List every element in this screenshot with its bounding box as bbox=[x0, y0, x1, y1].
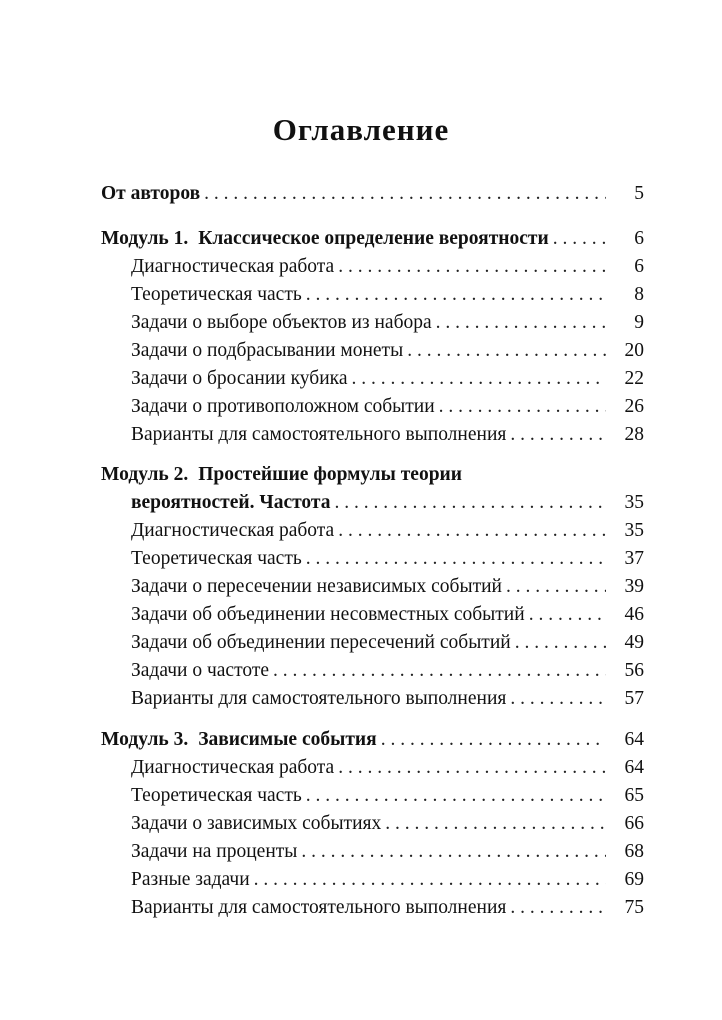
toc-page-number: 20 bbox=[624, 340, 644, 361]
toc-entry-label: Задачи о подбрасывании монеты bbox=[131, 340, 404, 361]
toc-page-number: 46 bbox=[624, 604, 644, 625]
toc-entry-module-1[interactable] bbox=[101, 226, 644, 252]
toc-entry[interactable] bbox=[131, 783, 644, 809]
leader-dots bbox=[510, 895, 606, 921]
toc-entry[interactable] bbox=[131, 546, 644, 572]
toc-entry[interactable] bbox=[131, 686, 644, 712]
toc-page-number: 68 bbox=[624, 841, 644, 862]
leader-dots bbox=[436, 310, 606, 336]
toc-page-number: 28 bbox=[624, 424, 644, 445]
toc-entry-label: Варианты для самостоятельного выполнения bbox=[131, 897, 507, 918]
leader-dots bbox=[407, 338, 606, 364]
toc-entry[interactable] bbox=[131, 254, 644, 280]
toc-page-number: 6 bbox=[634, 228, 644, 249]
toc-entry[interactable] bbox=[131, 867, 644, 893]
toc-entry[interactable] bbox=[131, 574, 644, 600]
toc-entry-module-2-line1[interactable] bbox=[101, 462, 644, 488]
toc-entry-label: Задачи о противоположном событии bbox=[131, 396, 435, 417]
toc-page-number: 22 bbox=[624, 368, 644, 389]
toc-page-number: 26 bbox=[624, 396, 644, 417]
toc-entry-label: Задачи о выборе объектов из набора bbox=[131, 312, 432, 333]
leader-dots bbox=[254, 867, 606, 893]
toc-entry-label: Теоретическая часть bbox=[131, 785, 302, 806]
module-number: Модуль 2. bbox=[101, 464, 189, 485]
toc-page-number: 66 bbox=[624, 813, 644, 834]
module-title: Простейшие формулы теории bbox=[198, 464, 463, 485]
toc-entry[interactable] bbox=[131, 839, 644, 865]
toc-page-number: 49 bbox=[624, 632, 644, 653]
toc-entry[interactable] bbox=[131, 658, 644, 684]
toc-entry-label: Задачи о частоте bbox=[131, 660, 270, 681]
leader-dots bbox=[515, 630, 606, 656]
toc-page-number: 56 bbox=[624, 660, 644, 681]
leader-dots bbox=[335, 490, 607, 516]
toc-entry[interactable] bbox=[131, 630, 644, 656]
leader-dots bbox=[306, 783, 606, 809]
leader-dots bbox=[529, 602, 606, 628]
toc-entry-label: Задачи на проценты bbox=[131, 841, 298, 862]
toc-page-number: 57 bbox=[624, 688, 644, 709]
toc-page-number: 39 bbox=[624, 576, 644, 597]
leader-dots bbox=[273, 658, 606, 684]
leader-dots bbox=[510, 686, 606, 712]
leader-dots bbox=[306, 546, 606, 572]
leader-dots bbox=[338, 755, 606, 781]
toc-entry-label: Варианты для самостоятельного выполнения bbox=[131, 424, 507, 445]
toc-page-number: 75 bbox=[624, 897, 644, 918]
toc-entry[interactable] bbox=[131, 422, 644, 448]
toc-entry[interactable] bbox=[131, 895, 644, 921]
toc-entry[interactable] bbox=[131, 755, 644, 781]
toc-entry-label: Задачи о зависимых событиях bbox=[131, 813, 382, 834]
leader-dots bbox=[338, 518, 606, 544]
toc-entry-module-2-line2[interactable] bbox=[131, 490, 644, 516]
toc-entry-label: Варианты для самостоятельного выполнения bbox=[131, 688, 507, 709]
toc-entry-label: Диагностическая работа bbox=[131, 256, 335, 277]
leader-dots bbox=[381, 727, 606, 753]
toc-entry-label: Диагностическая работа bbox=[131, 757, 335, 778]
toc-entry-label: Задачи об объединении пересечений событий bbox=[131, 632, 511, 653]
toc-page-number: 35 bbox=[624, 492, 644, 513]
toc-entry-module-3[interactable] bbox=[101, 727, 644, 753]
leader-dots bbox=[510, 422, 606, 448]
leader-dots bbox=[506, 574, 606, 600]
toc-page-number: 5 bbox=[634, 183, 644, 204]
leader-dots bbox=[385, 811, 606, 837]
toc-page-number: 69 bbox=[624, 869, 644, 890]
page-title: Оглавление bbox=[272, 112, 450, 147]
toc-page-number: 64 bbox=[624, 729, 644, 750]
toc-entry-label: От авторов bbox=[101, 183, 201, 204]
toc-page-number: 6 bbox=[634, 256, 644, 277]
module-number: Модуль 1. bbox=[101, 228, 189, 249]
toc-page-number: 9 bbox=[634, 312, 644, 333]
toc-entry-label: Теоретическая часть bbox=[131, 284, 302, 305]
toc-entry[interactable] bbox=[131, 366, 644, 392]
toc-entry[interactable] bbox=[131, 282, 644, 308]
leader-dots bbox=[553, 226, 606, 252]
leader-dots bbox=[351, 366, 606, 392]
module-title: Классическое определение вероятности bbox=[198, 228, 549, 249]
toc-entry[interactable] bbox=[131, 394, 644, 420]
toc-entry-label: Разные задачи bbox=[131, 869, 250, 890]
leader-dots bbox=[306, 282, 606, 308]
module-number: Модуль 3. bbox=[101, 729, 189, 750]
leader-dots bbox=[338, 254, 606, 280]
toc-page-number: 65 bbox=[624, 785, 644, 806]
leader-dots bbox=[204, 181, 606, 207]
toc-entry[interactable] bbox=[131, 811, 644, 837]
toc-entry-authors[interactable] bbox=[101, 181, 644, 207]
module-title-continued: вероятностей. Частота bbox=[131, 492, 331, 513]
toc-page-number: 64 bbox=[624, 757, 644, 778]
toc-page-number: 37 bbox=[624, 548, 644, 569]
module-title: Зависимые события bbox=[198, 729, 377, 750]
toc-entry[interactable] bbox=[131, 518, 644, 544]
toc-entry-label: Задачи о бросании кубика bbox=[131, 368, 348, 389]
toc-entry[interactable] bbox=[131, 310, 644, 336]
toc-entry-label: Задачи о пересечении независимых событий bbox=[131, 576, 502, 597]
toc-page-number: 8 bbox=[634, 284, 644, 305]
leader-dots bbox=[301, 839, 606, 865]
toc-entry[interactable] bbox=[131, 338, 644, 364]
toc-entry-label: Теоретическая часть bbox=[131, 548, 302, 569]
toc-page-number: 35 bbox=[624, 520, 644, 541]
toc-entry-label: Задачи об объединении несовместных событий bbox=[131, 604, 525, 625]
toc-entry-label: Диагностическая работа bbox=[131, 520, 335, 541]
leader-dots bbox=[439, 394, 606, 420]
toc-entry[interactable] bbox=[131, 602, 644, 628]
